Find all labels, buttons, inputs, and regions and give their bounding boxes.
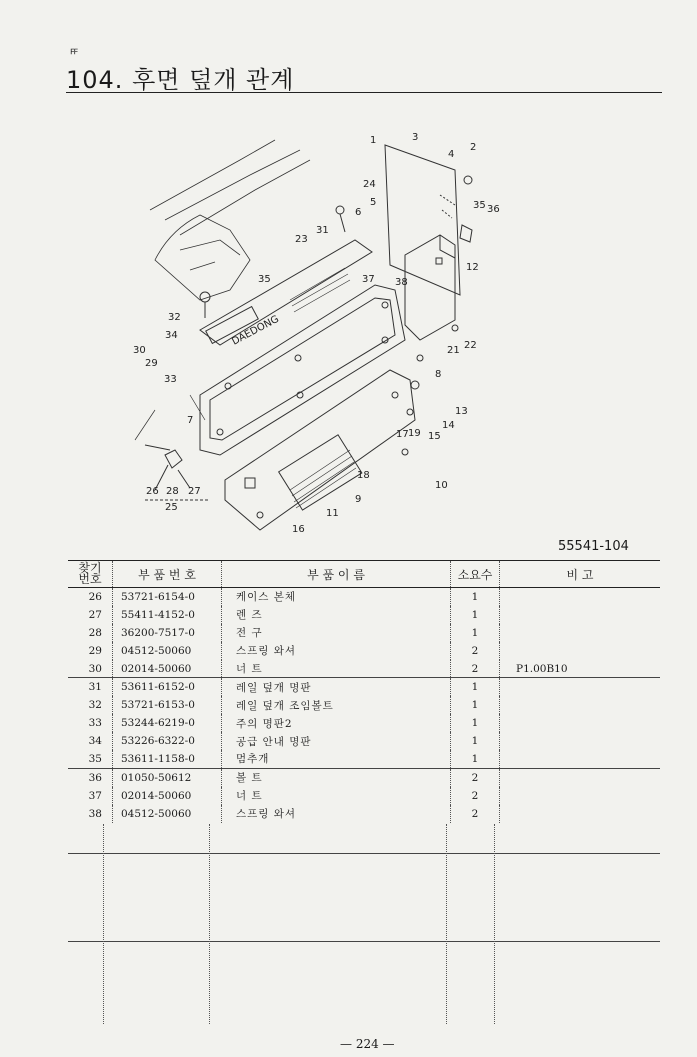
cell-note (500, 588, 661, 606)
col-header-note: 비 고 (500, 561, 661, 588)
cell-find-no: 38 (88, 807, 102, 820)
svg-text:5: 5 (370, 197, 377, 208)
cell-part-name: 스프링 와셔 (222, 805, 451, 823)
table-row (68, 805, 660, 823)
title-divider (66, 92, 662, 93)
cell-part-no: 36200-7517-0 (113, 624, 222, 642)
cell-note (500, 606, 661, 624)
svg-text:35: 35 (258, 274, 271, 285)
svg-text:15: 15 (428, 431, 441, 442)
parts-table (68, 560, 660, 823)
svg-text:10: 10 (435, 480, 448, 491)
exploded-view-diagram (128, 120, 518, 540)
svg-text:38: 38 (395, 277, 408, 288)
cell-qty: 1 (451, 696, 500, 714)
callout-labels (133, 132, 500, 535)
table-empty-rule-2 (68, 941, 660, 942)
cell-find-no: 35 (68, 750, 113, 768)
cell-find-no: 28 (88, 626, 102, 639)
svg-text:28: 28 (166, 486, 179, 497)
cell-find-no: 27 (88, 608, 102, 621)
col-divider (103, 824, 104, 1024)
table-row (68, 588, 660, 606)
svg-text:30: 30 (133, 345, 146, 356)
brand-nameplate: DAEDONG (230, 313, 281, 348)
cell-find-no: 32 (88, 699, 102, 712)
cell-find-no: 31 (88, 681, 102, 694)
cell-find-no: 26 (88, 590, 102, 603)
table-row (68, 696, 660, 714)
svg-text:19: 19 (408, 428, 421, 439)
svg-text:24: 24 (363, 179, 376, 190)
cell-part-name: 전 구 (222, 624, 451, 642)
table-empty-rule-1 (68, 853, 660, 854)
cell-part-no: 01050-50612 (113, 768, 222, 786)
svg-text:6: 6 (355, 207, 362, 218)
col-divider (494, 824, 495, 1024)
table-row (68, 750, 660, 768)
svg-text:25: 25 (165, 502, 178, 513)
svg-text:2: 2 (470, 142, 477, 153)
svg-text:4: 4 (448, 149, 455, 160)
svg-text:32: 32 (168, 312, 181, 323)
table-header-row (68, 561, 660, 588)
page-number: — 224 — (340, 1037, 395, 1051)
cell-note (500, 732, 661, 750)
table-row (68, 606, 660, 624)
svg-text:27: 27 (188, 486, 201, 497)
svg-text:13: 13 (455, 406, 468, 417)
cell-note (500, 642, 661, 660)
cell-note (500, 624, 661, 642)
cell-qty: 1 (451, 588, 500, 606)
col-header-part-no: 부 품 번 호 (113, 561, 222, 588)
cell-qty: 2 (451, 787, 500, 805)
cell-part-no: 55411-4152-0 (113, 606, 222, 624)
svg-text:14: 14 (442, 420, 455, 431)
svg-text:9: 9 (355, 494, 362, 505)
cell-note (500, 805, 661, 823)
cell-qty: 1 (451, 732, 500, 750)
cell-note (500, 787, 661, 805)
cell-find-no: 34 (88, 735, 102, 748)
cell-qty: 1 (451, 678, 500, 696)
cell-qty: 1 (451, 606, 500, 624)
cell-qty: 2 (451, 805, 500, 823)
svg-text:36: 36 (487, 204, 500, 215)
svg-text:11: 11 (326, 508, 339, 519)
cell-part-name: 주의 명판2 (222, 714, 451, 732)
svg-text:17: 17 (396, 429, 409, 440)
table-row (68, 732, 660, 750)
svg-text:33: 33 (164, 374, 177, 385)
svg-text:21: 21 (447, 345, 460, 356)
table-row (68, 714, 660, 732)
cell-part-name: 너 트 (222, 787, 451, 805)
col-divider (446, 824, 447, 1024)
cell-note (500, 750, 661, 768)
table-row (68, 642, 660, 660)
cell-find-no: 33 (88, 717, 102, 730)
page-title: 104. 후면 덮개 관계 (66, 66, 295, 94)
cell-note (500, 696, 661, 714)
cell-part-no: 02014-50060 (113, 787, 222, 805)
cell-note (500, 678, 661, 696)
cell-find-no: 37 (88, 789, 102, 802)
svg-text:29: 29 (145, 358, 158, 369)
cell-part-name: 너 트 (222, 660, 451, 678)
cell-qty: 2 (451, 642, 500, 660)
cell-part-no: 53611-1158-0 (113, 750, 222, 768)
cell-part-name: 스프링 와셔 (222, 642, 451, 660)
figure-code: 55541-104 (558, 539, 629, 554)
svg-text:8: 8 (435, 369, 442, 380)
cell-part-name: 레일 덮개 조임볼트 (222, 696, 451, 714)
cell-part-no: 02014-50060 (113, 660, 222, 678)
svg-text:7: 7 (187, 415, 194, 426)
cell-part-no: 53721-6154-0 (113, 588, 222, 606)
cell-qty: 1 (451, 750, 500, 768)
svg-text:16: 16 (292, 524, 305, 535)
cell-note: P1.00B10 (500, 660, 661, 678)
cell-find-no: 36 (88, 771, 102, 784)
svg-text:35: 35 (473, 200, 486, 211)
svg-text:12: 12 (466, 262, 479, 273)
table-row (68, 768, 660, 786)
cell-note (500, 714, 661, 732)
svg-text:22: 22 (464, 340, 477, 351)
svg-text:23: 23 (295, 234, 308, 245)
cell-find-no: 30 (68, 660, 113, 678)
cell-part-no: 53721-6153-0 (113, 696, 222, 714)
col-header-qty: 소요수 (451, 561, 500, 588)
cell-part-no: 53226-6322-0 (113, 732, 222, 750)
svg-text:18: 18 (357, 470, 370, 481)
svg-text:37: 37 (362, 274, 375, 285)
cell-part-name: 볼 트 (222, 768, 451, 786)
cell-part-name: 레일 덮개 명판 (222, 678, 451, 696)
catalog-logo: ꟳꟳ (70, 47, 77, 62)
svg-text:34: 34 (165, 330, 178, 341)
cell-qty: 2 (451, 768, 500, 786)
table-row (68, 678, 660, 696)
svg-text:3: 3 (412, 132, 419, 143)
svg-text:26: 26 (146, 486, 159, 497)
table-row (68, 624, 660, 642)
cell-note (500, 768, 661, 786)
cell-qty: 1 (451, 624, 500, 642)
cell-find-no: 29 (88, 644, 102, 657)
cell-part-name: 멈추개 (222, 750, 451, 768)
cell-qty: 2 (451, 660, 500, 678)
cell-part-no: 53611-6152-0 (113, 678, 222, 696)
svg-text:31: 31 (316, 225, 329, 236)
cell-qty: 1 (451, 714, 500, 732)
cell-part-name: 렌 즈 (222, 606, 451, 624)
cell-part-name: 공급 안내 명판 (222, 732, 451, 750)
cell-part-no: 04512-50060 (113, 805, 222, 823)
col-header-no: 찾기 번호 (68, 561, 113, 588)
col-divider (209, 824, 210, 1024)
cell-part-name: 케이스 본체 (222, 588, 451, 606)
table-row (68, 660, 660, 678)
cell-part-no: 53244-6219-0 (113, 714, 222, 732)
table-row (68, 787, 660, 805)
col-header-name: 부 품 이 름 (222, 561, 451, 588)
svg-text:1: 1 (370, 135, 377, 146)
cell-part-no: 04512-50060 (113, 642, 222, 660)
